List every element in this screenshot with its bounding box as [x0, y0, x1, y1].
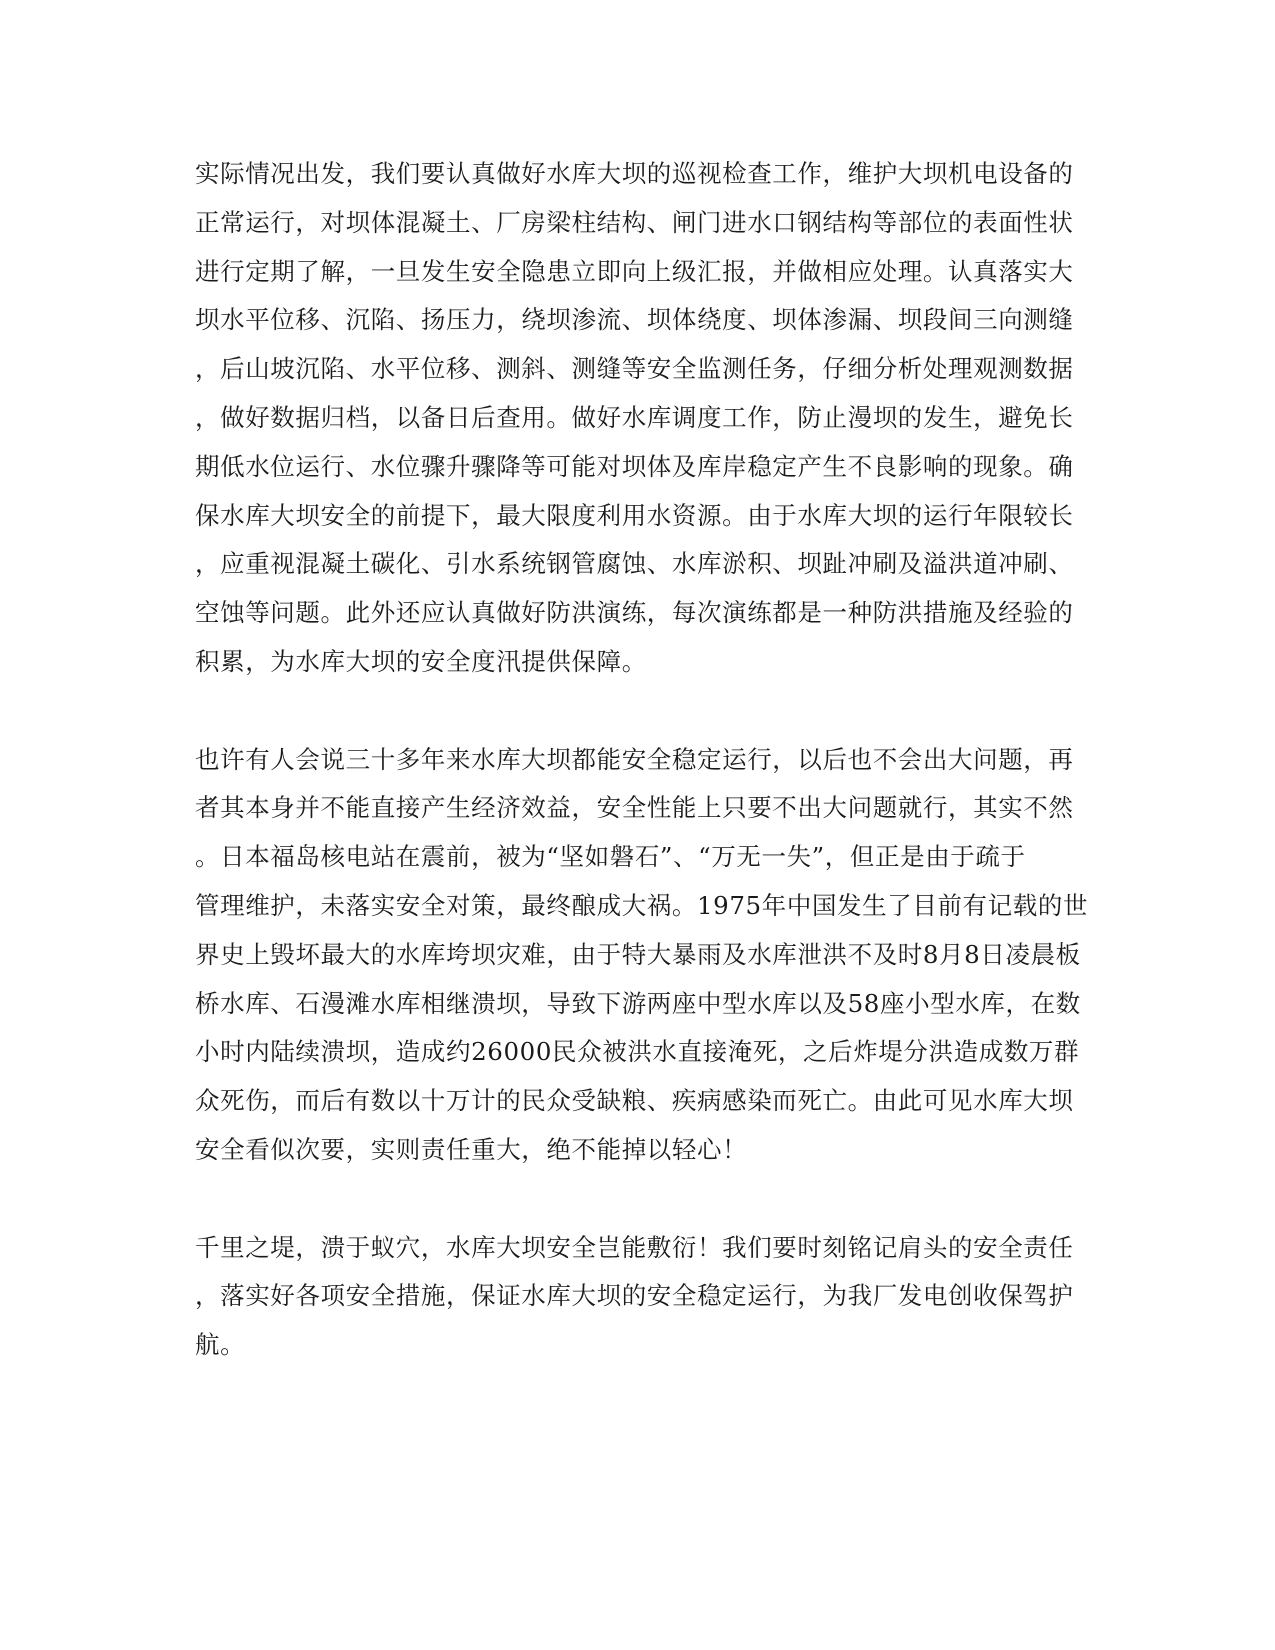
- text-line: 管理维护，未落实安全对策，最终酿成大祸。1975年中国发生了目前有记载的世: [195, 890, 1089, 920]
- text-line: 众死伤，而后有数以十万计的民众受缺粮、疾病感染而死亡。由此可见水库大坝: [195, 1086, 1074, 1116]
- text-line: 安全看似次要，实则责任重大，绝不能掉以轻心！: [195, 1134, 748, 1164]
- paragraph-1: [195, 150, 1085, 687]
- text-line: 小时内陆续溃坝，造成约26000民众被洪水直接淹死，之后炸堤分洪造成数万群: [195, 1037, 1080, 1067]
- text-line: 千里之堤，溃于蚁穴，水库大坝安全岂能敷衍！我们要时刻铭记肩头的安全责任: [195, 1232, 1074, 1262]
- text-line: 也许有人会说三十多年来水库大坝都能安全稳定运行，以后也不会出大问题，再: [195, 744, 1074, 774]
- text-line: 。日本福岛核电站在震前，被为“坚如磐石”、“万无一失”，但正是由于疏于: [195, 842, 1026, 872]
- text-line: 保水库大坝安全的前提下，最大限度利用水资源。由于水库大坝的运行年限较长: [195, 500, 1074, 530]
- text-line: 积累，为水库大坝的安全度汛提供保障。: [195, 646, 647, 676]
- text-line: 实际情况出发，我们要认真做好水库大坝的巡视检查工作，维护大坝机电设备的: [195, 159, 1074, 188]
- paragraph-3: [195, 1224, 1085, 1370]
- text-line: 桥水库、石漫滩水库相继溃坝，导致下游两座中型水库以及58座小型水库，在数: [195, 988, 1081, 1018]
- text-line: ，后山坡沉陷、水平位移、测斜、测缝等安全监测任务，仔细分析处理观测数据: [195, 354, 1074, 384]
- paragraph-2: [195, 736, 1089, 1175]
- text-line: 正常运行，对坝体混凝土、厂房梁柱结构、闸门进水口钢结构等部位的表面性状: [195, 207, 1074, 237]
- text-line: ，做好数据归档，以备日后查用。做好水库调度工作，防止漫坝的发生，避免长: [195, 402, 1074, 432]
- paragraph-spacer: [195, 687, 1085, 736]
- text-line: 期低水位运行、水位骤升骤降等可能对坝体及库岸稳定产生不良影响的现象。确: [195, 451, 1074, 481]
- document-body: [195, 150, 1089, 1370]
- text-line: 坝水平位移、沉陷、扬压力，绕坝渗流、坝体绕度、坝体渗漏、坝段间三向测缝: [195, 305, 1074, 335]
- text-line: 界史上毁坏最大的水库垮坝灾难，由于特大暴雨及水库泄洪不及时8月8日凌晨板: [195, 939, 1081, 969]
- text-line: 进行定期了解，一旦发生安全隐患立即向上级汇报，并做相应处理。认真落实大: [195, 256, 1074, 286]
- text-line: 者其本身并不能直接产生经济效益，安全性能上只要不出大问题就行，其实不然: [195, 793, 1074, 823]
- text-line: 航。: [195, 1330, 246, 1360]
- text-line: ，落实好各项安全措施，保证水库大坝的安全稳定运行，为我厂发电创收保驾护: [195, 1281, 1074, 1311]
- text-line: ，应重视混凝土碳化、引水系统钢管腐蚀、水库淤积、坝趾冲刷及溢洪道冲刷、: [195, 549, 1074, 579]
- paragraph-spacer: [195, 1175, 1085, 1224]
- text-line: 空蚀等问题。此外还应认真做好防洪演练，每次演练都是一种防洪措施及经验的: [195, 598, 1074, 628]
